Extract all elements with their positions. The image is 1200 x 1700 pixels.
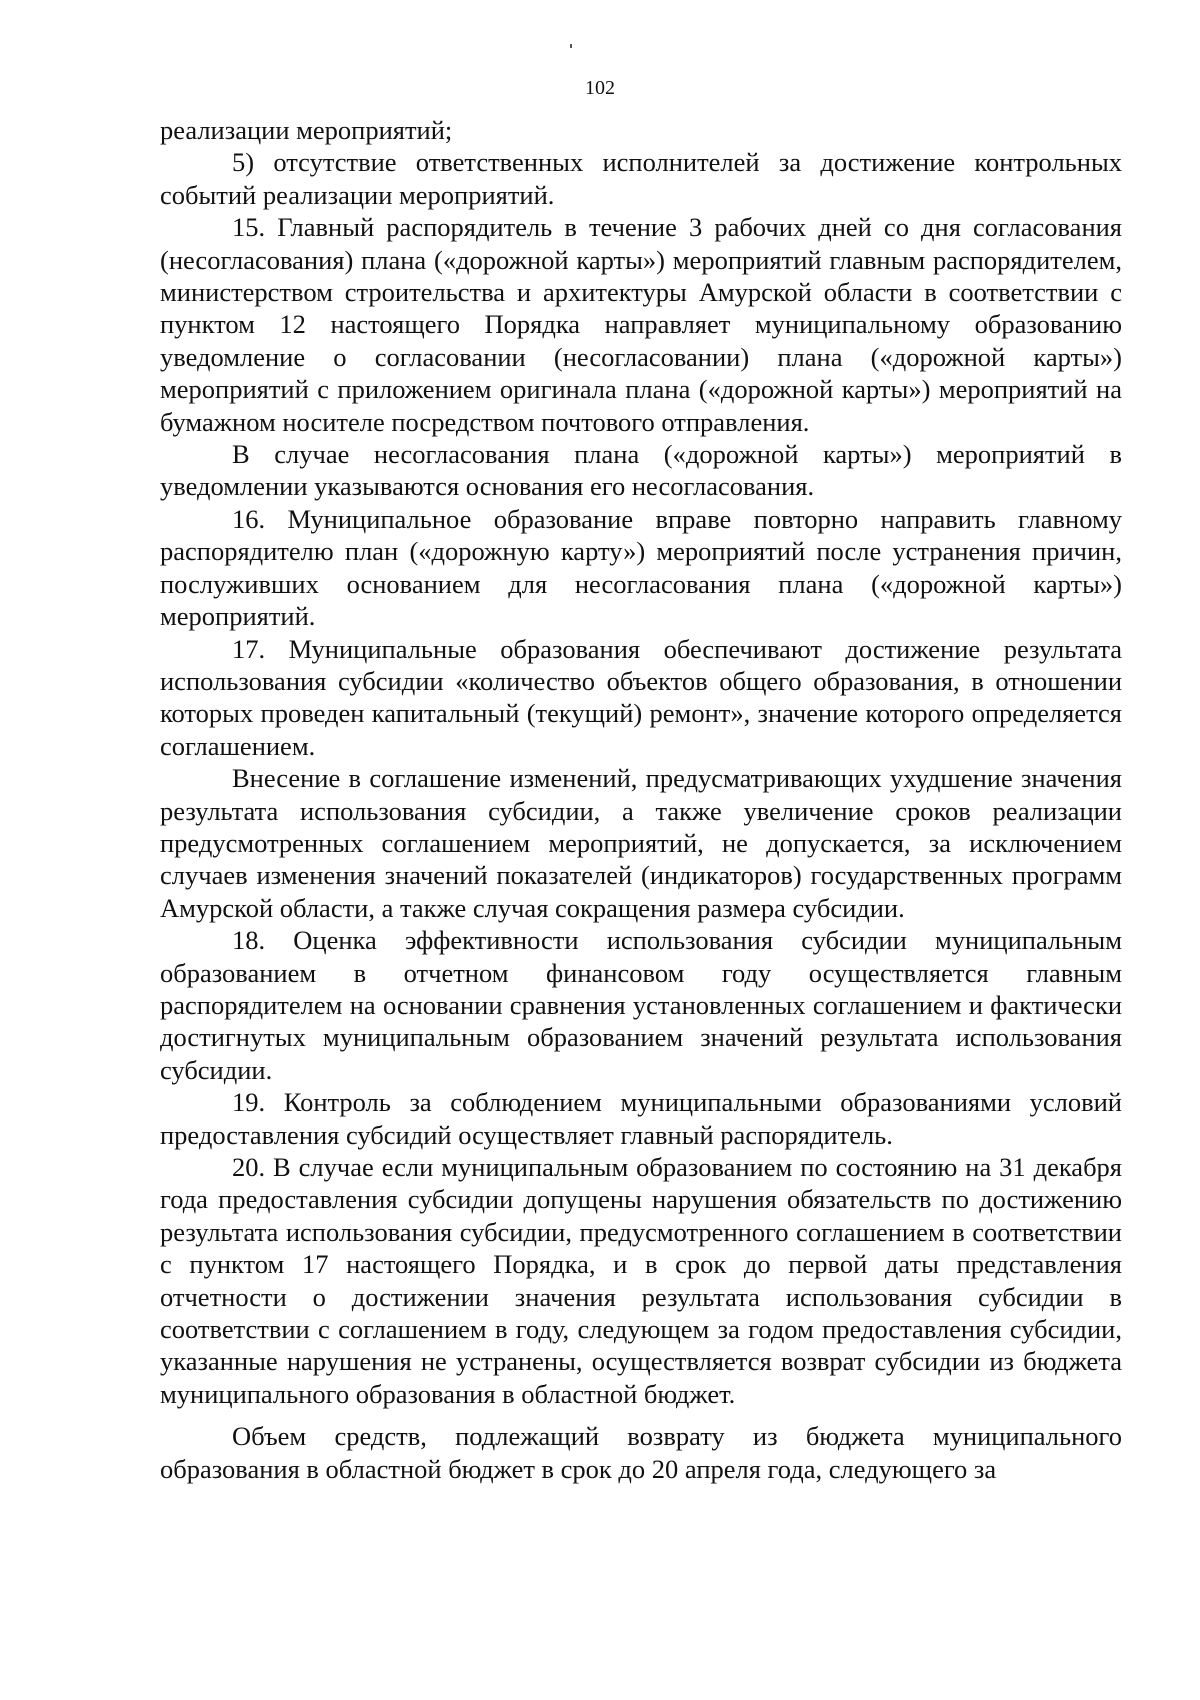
paragraph-17: 17. Муниципальные образования обеспечивают достижение результата использования субсидии «количество объектов общего образования, в отношении которых проведен капитальный (текущий) ремонт», значение которого определяется соглашением. bbox=[160, 633, 1122, 761]
paragraph-continuation: реализации мероприятий; bbox=[160, 115, 453, 145]
page-number: 102 bbox=[585, 77, 615, 99]
paragraph-15-note: В случае несогласования плана («дорожной карты») мероприятий в уведомлении указываются основания его несогласования. bbox=[160, 439, 1122, 502]
paragraph-16: 16. Муниципальное образование вправе повторно направить главному распорядителю план («дорожную карту») мероприятий после устранения причин, послуживших основанием для несогласования плана («дорожной карты») мероприятий. bbox=[160, 503, 1122, 632]
paragraph-item-5: 5) отсутствие ответственных исполнителей за достижение контрольных событий реализации мероприятий. bbox=[160, 147, 1122, 210]
paragraph-18: 18. Оценка эффективности использования субсидии муниципальным образованием в отчетном финансовом году осуществляется главным распорядителем на основании сравнения установленных соглашением и фактически достигнутых муниципальным образованием значений результата использования субсидии. bbox=[160, 925, 1122, 1085]
paragraph-17-amendments: Внесение в соглашение изменений, предусматривающих ухудшение значения результата использования субсидии, а также увеличение сроков реализации предусмотренных соглашением мероприятий, не допускается, за исключением случаев изменения значений показателей (индикаторов) государственных программ Амурской области, а также случая сокращения размера субсидии. bbox=[160, 763, 1122, 923]
paragraph-19: 19. Контроль за соблюдением муниципальными образованиями условий предоставления субсидий осуществляет главный распорядитель. bbox=[160, 1087, 1122, 1150]
scan-mark bbox=[570, 44, 572, 48]
paragraph-20: 20. В случае если муниципальным образованием по состоянию на 31 декабря года предоставления субсидии допущены нарушения обязательств по достижению результата использования субсидии, предусмотренного соглашением в соответствии с пунктом 17 настоящего Порядка, и в срок до первой даты представления отчетности о достижении значения результата использования субсидии в соответствии с соглашением в году, следующем за годом предоставления субсидии, указанные нарушения не устранены, осуществляется возврат субсидии из бюджета муниципального образования в областной бюджет. bbox=[160, 1152, 1122, 1409]
document-body bbox=[160, 114, 1122, 1485]
paragraph-refund-volume: Объем средств, подлежащий возврату из бюджета муниципального образования в областной бюджет в срок до 20 апреля года, следующего за bbox=[160, 1421, 1122, 1484]
paragraph-15: 15. Главный распорядитель в течение 3 рабочих дней со дня согласования (несогласования) плана («дорожной карты») мероприятий главным распорядителем, министерством строительства и архитектуры Амурской области в соответствии с пунктом 12 настоящего Порядка направляет муниципальному образованию уведомление о согласовании (несогласовании) плана («дорожной карты») мероприятий с приложением оригинала плана («дорожной карты») мероприятий на бумажном носителе посредством почтового отправления. bbox=[160, 212, 1122, 437]
